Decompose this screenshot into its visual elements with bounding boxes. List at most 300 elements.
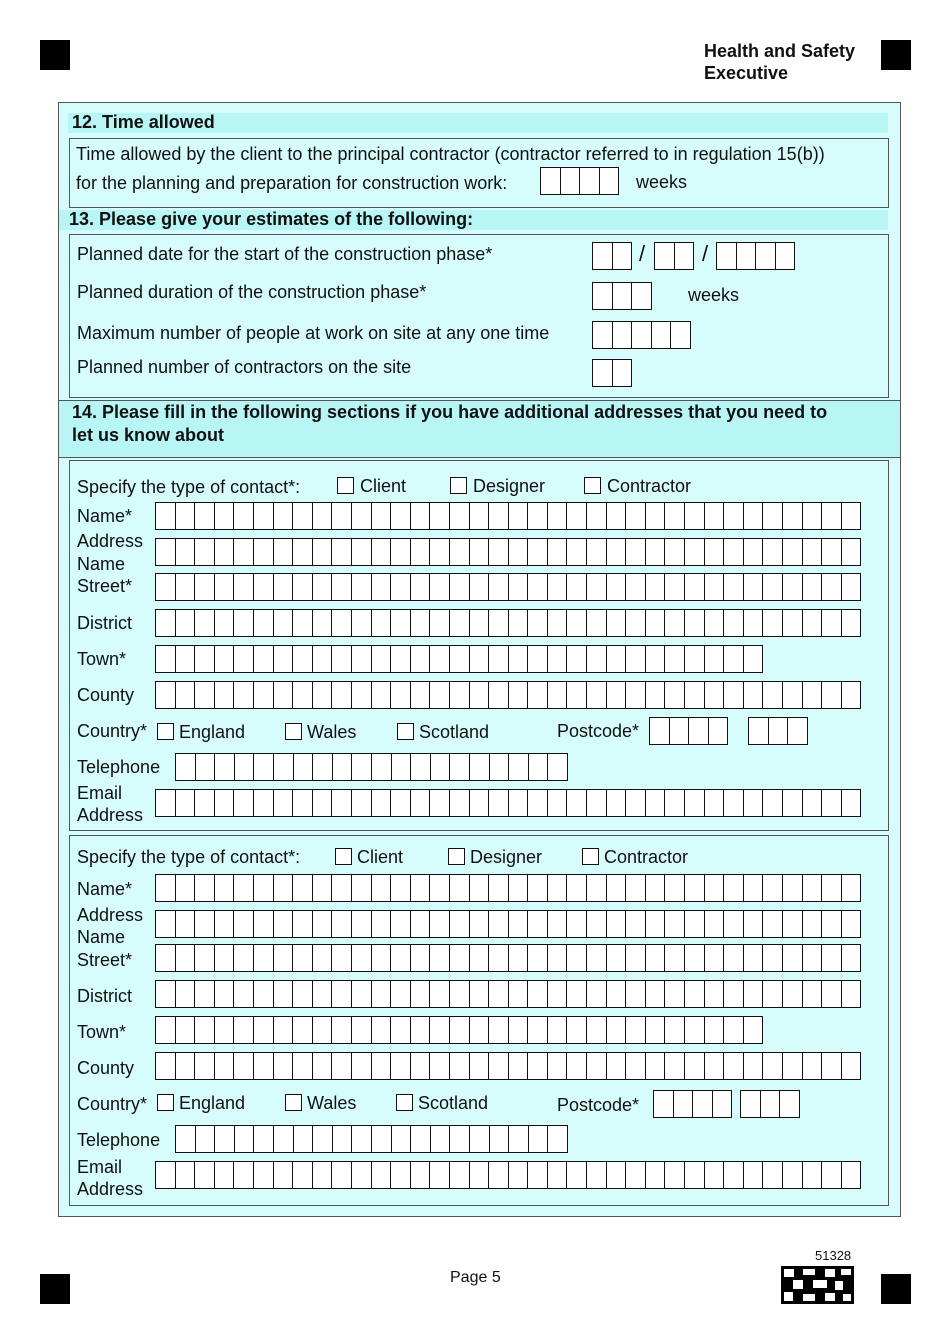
char-box[interactable]: [548, 754, 568, 780]
designer-checkbox[interactable]: [448, 848, 465, 865]
char-box[interactable]: [156, 503, 176, 529]
char-box[interactable]: [352, 1126, 372, 1152]
char-box[interactable]: [372, 1053, 392, 1079]
char-box[interactable]: [352, 754, 372, 780]
char-box[interactable]: [195, 1053, 215, 1079]
char-box[interactable]: [709, 718, 729, 744]
designer-checkbox[interactable]: [450, 477, 467, 494]
char-box[interactable]: [234, 539, 254, 565]
char-box[interactable]: [372, 1162, 392, 1188]
char-box[interactable]: [607, 981, 627, 1007]
char-box[interactable]: [548, 1053, 568, 1079]
char-box[interactable]: [705, 911, 725, 937]
char-box[interactable]: [332, 1017, 352, 1043]
char-box[interactable]: [665, 539, 685, 565]
char-box[interactable]: [254, 610, 274, 636]
char-box[interactable]: [156, 1053, 176, 1079]
char-box[interactable]: [613, 360, 633, 386]
char-box[interactable]: [450, 1162, 470, 1188]
char-box[interactable]: [744, 574, 764, 600]
char-box[interactable]: [176, 610, 196, 636]
char-box[interactable]: [313, 503, 333, 529]
char-box[interactable]: [822, 1162, 842, 1188]
char-box[interactable]: [411, 610, 431, 636]
char-box[interactable]: [567, 610, 587, 636]
char-box[interactable]: [254, 945, 274, 971]
char-box[interactable]: [529, 1126, 549, 1152]
char-box[interactable]: [195, 945, 215, 971]
char-box[interactable]: [528, 1053, 548, 1079]
char-box[interactable]: [783, 1053, 803, 1079]
char-box[interactable]: [450, 610, 470, 636]
char-box[interactable]: [783, 539, 803, 565]
char-box[interactable]: [313, 790, 333, 816]
char-box[interactable]: [234, 682, 254, 708]
char-box[interactable]: [548, 539, 568, 565]
char-box[interactable]: [724, 539, 744, 565]
time-allowed-weeks-field[interactable]: [540, 167, 619, 195]
char-box[interactable]: [234, 875, 254, 901]
char-box[interactable]: [587, 646, 607, 672]
char-box[interactable]: [392, 1126, 412, 1152]
char-box[interactable]: [626, 682, 646, 708]
char-box[interactable]: [705, 646, 725, 672]
char-box[interactable]: [156, 1162, 176, 1188]
char-box[interactable]: [294, 1126, 314, 1152]
char-box[interactable]: [587, 945, 607, 971]
char-box[interactable]: [567, 503, 587, 529]
char-box[interactable]: [665, 945, 685, 971]
char-box[interactable]: [705, 503, 725, 529]
char-box[interactable]: [176, 503, 196, 529]
char-box[interactable]: [646, 911, 666, 937]
char-box[interactable]: [215, 945, 235, 971]
char-box[interactable]: [372, 646, 392, 672]
char-box[interactable]: [587, 790, 607, 816]
char-box[interactable]: [626, 574, 646, 600]
char-box[interactable]: [470, 503, 490, 529]
char-box[interactable]: [215, 539, 235, 565]
char-box[interactable]: [705, 945, 725, 971]
char-box[interactable]: [332, 911, 352, 937]
char-box[interactable]: [548, 911, 568, 937]
char-box[interactable]: [450, 981, 470, 1007]
char-box[interactable]: [587, 1162, 607, 1188]
char-box[interactable]: [665, 1053, 685, 1079]
char-box[interactable]: [528, 1017, 548, 1043]
char-box[interactable]: [391, 1053, 411, 1079]
max-people-field[interactable]: [592, 321, 691, 349]
char-box[interactable]: [195, 503, 215, 529]
char-box[interactable]: [803, 875, 823, 901]
char-box[interactable]: [411, 911, 431, 937]
char-box[interactable]: [313, 875, 333, 901]
char-box[interactable]: [470, 911, 490, 937]
char-box[interactable]: [593, 360, 613, 386]
char-box[interactable]: [372, 790, 392, 816]
char-box[interactable]: [372, 574, 392, 600]
char-box[interactable]: [744, 911, 764, 937]
char-box[interactable]: [685, 1053, 705, 1079]
char-box[interactable]: [176, 790, 196, 816]
char-box[interactable]: [548, 646, 568, 672]
char-box[interactable]: [195, 574, 215, 600]
char-box[interactable]: [763, 574, 783, 600]
char-box[interactable]: [567, 646, 587, 672]
char-box[interactable]: [626, 1162, 646, 1188]
char-box[interactable]: [391, 1162, 411, 1188]
char-box[interactable]: [313, 1126, 333, 1152]
char-box[interactable]: [470, 574, 490, 600]
char-box[interactable]: [234, 911, 254, 937]
char-box[interactable]: [450, 574, 470, 600]
char-box[interactable]: [391, 646, 411, 672]
char-box[interactable]: [450, 754, 470, 780]
char-box[interactable]: [842, 945, 862, 971]
char-box[interactable]: [215, 1162, 235, 1188]
char-box[interactable]: [176, 646, 196, 672]
char-box[interactable]: [646, 790, 666, 816]
char-box[interactable]: [156, 1017, 176, 1043]
char-box[interactable]: [613, 283, 633, 309]
char-box[interactable]: [567, 1162, 587, 1188]
char-box[interactable]: [724, 682, 744, 708]
contractors-count-field[interactable]: [592, 359, 632, 387]
char-box[interactable]: [741, 1091, 761, 1117]
char-box[interactable]: [626, 911, 646, 937]
char-box[interactable]: [509, 1126, 529, 1152]
char-box[interactable]: [195, 981, 215, 1007]
char-box[interactable]: [528, 911, 548, 937]
char-box[interactable]: [646, 503, 666, 529]
wales-checkbox[interactable]: [285, 723, 302, 740]
char-box[interactable]: [587, 539, 607, 565]
char-box[interactable]: [176, 682, 196, 708]
char-box[interactable]: [783, 1162, 803, 1188]
char-box[interactable]: [254, 754, 274, 780]
char-box[interactable]: [509, 875, 529, 901]
char-box[interactable]: [372, 682, 392, 708]
char-box[interactable]: [274, 945, 294, 971]
char-box[interactable]: [430, 790, 450, 816]
char-box[interactable]: [293, 1053, 313, 1079]
char-box[interactable]: [274, 790, 294, 816]
char-box[interactable]: [470, 790, 490, 816]
char-box[interactable]: [470, 754, 490, 780]
char-box[interactable]: [744, 790, 764, 816]
char-box[interactable]: [675, 243, 695, 269]
char-box[interactable]: [430, 1017, 450, 1043]
char-box[interactable]: [842, 503, 862, 529]
char-box[interactable]: [176, 875, 196, 901]
char-box[interactable]: [156, 790, 176, 816]
char-box[interactable]: [626, 981, 646, 1007]
name-field[interactable]: [155, 874, 861, 902]
scotland-checkbox[interactable]: [396, 1094, 413, 1111]
char-box[interactable]: [803, 539, 823, 565]
char-box[interactable]: [803, 503, 823, 529]
char-box[interactable]: [176, 539, 196, 565]
char-box[interactable]: [333, 754, 353, 780]
char-box[interactable]: [509, 911, 529, 937]
char-box[interactable]: [313, 682, 333, 708]
char-box[interactable]: [632, 322, 652, 348]
char-box[interactable]: [626, 875, 646, 901]
char-box[interactable]: [803, 1162, 823, 1188]
char-box[interactable]: [685, 503, 705, 529]
char-box[interactable]: [744, 610, 764, 636]
char-box[interactable]: [548, 682, 568, 708]
char-box[interactable]: [372, 754, 392, 780]
char-box[interactable]: [626, 646, 646, 672]
char-box[interactable]: [626, 945, 646, 971]
char-box[interactable]: [607, 1017, 627, 1043]
char-box[interactable]: [763, 682, 783, 708]
district-field[interactable]: [155, 980, 861, 1008]
char-box[interactable]: [489, 875, 509, 901]
char-box[interactable]: [561, 168, 581, 194]
char-box[interactable]: [822, 945, 842, 971]
char-box[interactable]: [567, 911, 587, 937]
char-box[interactable]: [724, 646, 744, 672]
char-box[interactable]: [215, 1053, 235, 1079]
char-box[interactable]: [235, 1126, 255, 1152]
char-box[interactable]: [411, 945, 431, 971]
char-box[interactable]: [489, 539, 509, 565]
char-box[interactable]: [176, 1017, 196, 1043]
char-box[interactable]: [587, 911, 607, 937]
char-box[interactable]: [528, 875, 548, 901]
char-box[interactable]: [352, 646, 372, 672]
scotland-checkbox[interactable]: [397, 723, 414, 740]
char-box[interactable]: [803, 682, 823, 708]
char-box[interactable]: [567, 574, 587, 600]
char-box[interactable]: [763, 790, 783, 816]
char-box[interactable]: [600, 168, 620, 194]
char-box[interactable]: [548, 574, 568, 600]
char-box[interactable]: [293, 790, 313, 816]
char-box[interactable]: [450, 682, 470, 708]
name-field[interactable]: [155, 502, 861, 530]
char-box[interactable]: [391, 682, 411, 708]
char-box[interactable]: [528, 646, 548, 672]
char-box[interactable]: [234, 574, 254, 600]
char-box[interactable]: [313, 754, 333, 780]
char-box[interactable]: [685, 981, 705, 1007]
char-box[interactable]: [274, 875, 294, 901]
char-box[interactable]: [156, 574, 176, 600]
char-box[interactable]: [685, 610, 705, 636]
char-box[interactable]: [587, 503, 607, 529]
char-box[interactable]: [352, 911, 372, 937]
char-box[interactable]: [626, 503, 646, 529]
char-box[interactable]: [626, 539, 646, 565]
char-box[interactable]: [411, 875, 431, 901]
char-box[interactable]: [567, 682, 587, 708]
char-box[interactable]: [646, 1053, 666, 1079]
char-box[interactable]: [822, 981, 842, 1007]
char-box[interactable]: [783, 503, 803, 529]
char-box[interactable]: [352, 945, 372, 971]
char-box[interactable]: [215, 574, 235, 600]
char-box[interactable]: [763, 981, 783, 1007]
char-box[interactable]: [529, 754, 549, 780]
start-year-field[interactable]: [716, 242, 795, 270]
char-box[interactable]: [655, 243, 675, 269]
char-box[interactable]: [685, 574, 705, 600]
char-box[interactable]: [587, 1017, 607, 1043]
char-box[interactable]: [372, 539, 392, 565]
char-box[interactable]: [293, 875, 313, 901]
char-box[interactable]: [587, 682, 607, 708]
char-box[interactable]: [607, 1053, 627, 1079]
char-box[interactable]: [293, 682, 313, 708]
char-box[interactable]: [156, 682, 176, 708]
char-box[interactable]: [313, 646, 333, 672]
char-box[interactable]: [332, 539, 352, 565]
char-box[interactable]: [783, 574, 803, 600]
char-box[interactable]: [470, 610, 490, 636]
char-box[interactable]: [548, 790, 568, 816]
char-box[interactable]: [430, 945, 450, 971]
char-box[interactable]: [613, 322, 633, 348]
char-box[interactable]: [332, 646, 352, 672]
char-box[interactable]: [411, 646, 431, 672]
char-box[interactable]: [509, 610, 529, 636]
england-checkbox[interactable]: [157, 1094, 174, 1111]
char-box[interactable]: [646, 1162, 666, 1188]
char-box[interactable]: [528, 610, 548, 636]
char-box[interactable]: [195, 1162, 215, 1188]
char-box[interactable]: [652, 322, 672, 348]
char-box[interactable]: [528, 503, 548, 529]
char-box[interactable]: [567, 1017, 587, 1043]
char-box[interactable]: [822, 574, 842, 600]
char-box[interactable]: [215, 1017, 235, 1043]
char-box[interactable]: [313, 911, 333, 937]
char-box[interactable]: [724, 1162, 744, 1188]
char-box[interactable]: [724, 610, 744, 636]
char-box[interactable]: [274, 646, 294, 672]
char-box[interactable]: [450, 1017, 470, 1043]
char-box[interactable]: [541, 168, 561, 194]
char-box[interactable]: [548, 945, 568, 971]
char-box[interactable]: [372, 503, 392, 529]
char-box[interactable]: [411, 539, 431, 565]
char-box[interactable]: [450, 539, 470, 565]
char-box[interactable]: [470, 682, 490, 708]
char-box[interactable]: [783, 682, 803, 708]
client-checkbox[interactable]: [335, 848, 352, 865]
char-box[interactable]: [665, 610, 685, 636]
telephone-field[interactable]: [175, 1125, 568, 1153]
char-box[interactable]: [607, 911, 627, 937]
char-box[interactable]: [293, 539, 313, 565]
char-box[interactable]: [689, 718, 709, 744]
char-box[interactable]: [749, 718, 769, 744]
char-box[interactable]: [313, 610, 333, 636]
char-box[interactable]: [509, 1017, 529, 1043]
char-box[interactable]: [235, 754, 255, 780]
char-box[interactable]: [156, 981, 176, 1007]
char-box[interactable]: [842, 981, 862, 1007]
char-box[interactable]: [372, 1017, 392, 1043]
char-box[interactable]: [254, 1053, 274, 1079]
char-box[interactable]: [607, 646, 627, 672]
town-field[interactable]: [155, 645, 763, 673]
char-box[interactable]: [646, 574, 666, 600]
char-box[interactable]: [391, 539, 411, 565]
char-box[interactable]: [665, 981, 685, 1007]
char-box[interactable]: [195, 911, 215, 937]
char-box[interactable]: [411, 754, 431, 780]
char-box[interactable]: [196, 754, 216, 780]
char-box[interactable]: [313, 574, 333, 600]
char-box[interactable]: [293, 503, 313, 529]
char-box[interactable]: [705, 981, 725, 1007]
char-box[interactable]: [156, 646, 176, 672]
char-box[interactable]: [783, 945, 803, 971]
char-box[interactable]: [528, 539, 548, 565]
char-box[interactable]: [489, 790, 509, 816]
char-box[interactable]: [313, 1162, 333, 1188]
char-box[interactable]: [332, 875, 352, 901]
char-box[interactable]: [528, 1162, 548, 1188]
char-box[interactable]: [587, 610, 607, 636]
char-box[interactable]: [607, 503, 627, 529]
char-box[interactable]: [372, 1126, 392, 1152]
char-box[interactable]: [650, 718, 670, 744]
char-box[interactable]: [528, 790, 548, 816]
char-box[interactable]: [293, 981, 313, 1007]
char-box[interactable]: [665, 911, 685, 937]
char-box[interactable]: [450, 790, 470, 816]
char-box[interactable]: [842, 1053, 862, 1079]
char-box[interactable]: [234, 790, 254, 816]
char-box[interactable]: [803, 1053, 823, 1079]
char-box[interactable]: [528, 574, 548, 600]
char-box[interactable]: [685, 1017, 705, 1043]
char-box[interactable]: [274, 1017, 294, 1043]
char-box[interactable]: [607, 945, 627, 971]
char-box[interactable]: [724, 574, 744, 600]
char-box[interactable]: [803, 790, 823, 816]
char-box[interactable]: [313, 981, 333, 1007]
char-box[interactable]: [176, 574, 196, 600]
char-box[interactable]: [756, 243, 776, 269]
char-box[interactable]: [234, 646, 254, 672]
char-box[interactable]: [352, 1162, 372, 1188]
char-box[interactable]: [156, 610, 176, 636]
telephone-field[interactable]: [175, 753, 568, 781]
char-box[interactable]: [671, 322, 691, 348]
char-box[interactable]: [705, 1017, 725, 1043]
char-box[interactable]: [489, 574, 509, 600]
county-field[interactable]: [155, 1052, 861, 1080]
char-box[interactable]: [411, 503, 431, 529]
char-box[interactable]: [332, 790, 352, 816]
char-box[interactable]: [391, 610, 411, 636]
char-box[interactable]: [780, 1091, 800, 1117]
char-box[interactable]: [626, 790, 646, 816]
char-box[interactable]: [254, 574, 274, 600]
client-checkbox[interactable]: [337, 477, 354, 494]
char-box[interactable]: [489, 503, 509, 529]
char-box[interactable]: [234, 1162, 254, 1188]
char-box[interactable]: [613, 243, 633, 269]
char-box[interactable]: [176, 1053, 196, 1079]
char-box[interactable]: [470, 1053, 490, 1079]
